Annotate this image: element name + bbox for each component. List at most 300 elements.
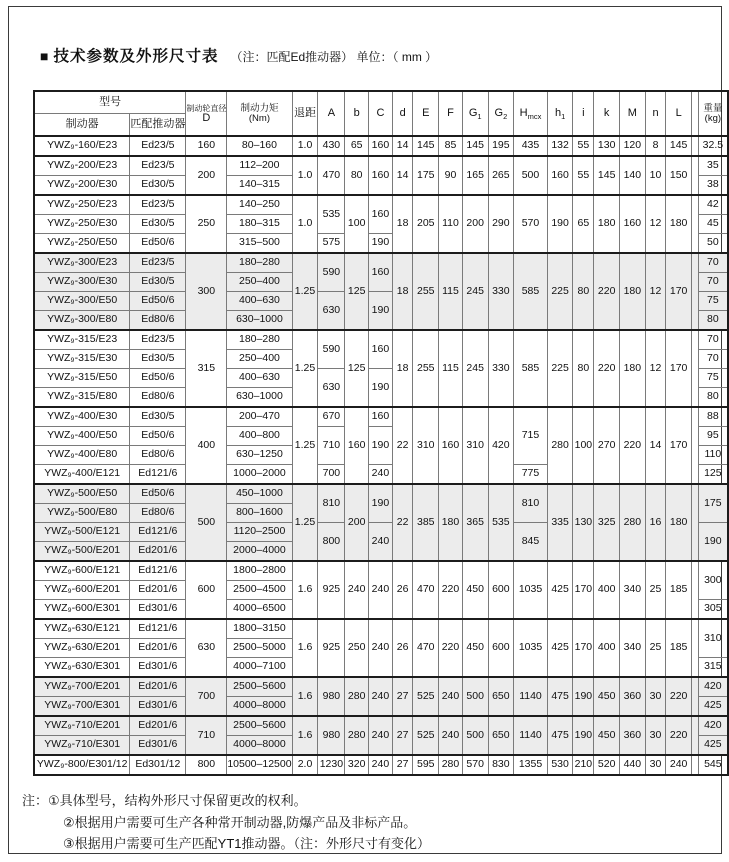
table-cell: Ed301/12 bbox=[130, 755, 186, 775]
table-cell: Ed23/5 bbox=[130, 330, 186, 350]
table-cell: 110 bbox=[439, 195, 463, 253]
table-cell: 2500–5000 bbox=[227, 639, 292, 658]
table-cell: 420 bbox=[698, 716, 728, 736]
table-cell: Ed50/6 bbox=[130, 369, 186, 388]
table-cell: 190 bbox=[573, 716, 594, 755]
table-cell: 590 bbox=[318, 253, 345, 292]
table-cell: 330 bbox=[488, 253, 514, 330]
col-header-dim-f: F bbox=[439, 91, 463, 136]
table-cell: 545 bbox=[698, 755, 728, 775]
table-cell: 280 bbox=[345, 677, 369, 716]
table-cell: 4000–6500 bbox=[227, 600, 292, 620]
table-cell: 160 bbox=[369, 407, 393, 427]
table-cell: 38 bbox=[698, 176, 728, 196]
table-cell: 125 bbox=[698, 465, 728, 485]
table-cell: 220 bbox=[620, 407, 646, 484]
table-cell: 600 bbox=[186, 561, 227, 619]
spacer-cell bbox=[691, 561, 698, 619]
table-cell: 18 bbox=[392, 330, 413, 407]
table-cell: 55 bbox=[573, 156, 594, 195]
spacer-cell bbox=[691, 716, 698, 755]
col-header-dim-g1: $G_1$ bbox=[462, 91, 488, 136]
table-cell: YWZ₉-200/E30 bbox=[34, 176, 130, 196]
table-cell: 145 bbox=[594, 156, 620, 195]
table-cell: 12 bbox=[645, 253, 666, 330]
table-cell: 650 bbox=[488, 677, 514, 716]
table-cell: 8 bbox=[645, 136, 666, 156]
table-cell: 1.25 bbox=[292, 253, 318, 330]
table-cell: 25 bbox=[645, 619, 666, 677]
table-cell: 305 bbox=[698, 600, 728, 620]
table-cell: 160 bbox=[439, 407, 463, 484]
table-cell: 220 bbox=[666, 677, 692, 716]
table-cell: 775 bbox=[514, 465, 548, 485]
table-cell: 220 bbox=[439, 561, 463, 619]
col-header-spacer bbox=[691, 91, 698, 136]
table-cell: 585 bbox=[514, 330, 548, 407]
table-cell: 245 bbox=[462, 253, 488, 330]
table-cell: 980 bbox=[318, 716, 345, 755]
table-cell: 120 bbox=[620, 136, 646, 156]
table-cell: 170 bbox=[573, 619, 594, 677]
table-cell: 425 bbox=[547, 619, 573, 677]
title-row bbox=[40, 44, 729, 66]
table-cell: Ed301/6 bbox=[130, 697, 186, 717]
table-cell: 310 bbox=[698, 619, 728, 658]
table-cell: 980 bbox=[318, 677, 345, 716]
col-header-torque: 制动力矩 (Nm) bbox=[227, 91, 292, 136]
table-cell: 240 bbox=[369, 755, 393, 775]
table-cell: 180 bbox=[666, 195, 692, 253]
table-cell: 130 bbox=[573, 484, 594, 561]
table-cell: 315 bbox=[186, 330, 227, 407]
table-cell: 535 bbox=[318, 195, 345, 234]
table-cell: 310 bbox=[462, 407, 488, 484]
table-cell: 450–1000 bbox=[227, 484, 292, 504]
table-cell: 1800–2800 bbox=[227, 561, 292, 581]
table-cell: 240 bbox=[369, 677, 393, 716]
table-cell: Ed50/6 bbox=[130, 427, 186, 446]
table-cell: YWZ₉-600/E301 bbox=[34, 600, 130, 620]
table-cell: 160 bbox=[186, 136, 227, 156]
table-cell: YWZ₉-600/E121 bbox=[34, 561, 130, 581]
col-header-dim-g2: $G_2$ bbox=[488, 91, 514, 136]
table-cell: 1140 bbox=[514, 716, 548, 755]
table-cell: 1.6 bbox=[292, 677, 318, 716]
table-cell: 100 bbox=[345, 195, 369, 253]
table-cell: 630–1250 bbox=[227, 446, 292, 465]
table-cell: 420 bbox=[698, 677, 728, 697]
col-header-dim-e: E bbox=[413, 91, 439, 136]
table-cell: 450 bbox=[462, 619, 488, 677]
table-cell: 2000–4000 bbox=[227, 542, 292, 562]
table-cell: 570 bbox=[462, 755, 488, 775]
table-cell: Ed301/6 bbox=[130, 736, 186, 756]
table-cell: 130 bbox=[594, 136, 620, 156]
page-title-note: （注：匹配Ed推动器） 单位：（ mm ） bbox=[230, 50, 438, 64]
col-header-dim-i: i bbox=[573, 91, 594, 136]
table-cell: 205 bbox=[413, 195, 439, 253]
table-cell: 595 bbox=[413, 755, 439, 775]
col-header-dim-m: M bbox=[620, 91, 646, 136]
table-cell: 265 bbox=[488, 156, 514, 195]
table-cell: 18 bbox=[392, 195, 413, 253]
table-cell: 70 bbox=[698, 253, 728, 273]
spacer-cell bbox=[691, 484, 698, 561]
table-cell: 200–470 bbox=[227, 407, 292, 427]
spacer-cell bbox=[691, 136, 698, 156]
col-header-retreat: 退距 bbox=[292, 91, 318, 136]
table-cell: 2500–5600 bbox=[227, 716, 292, 736]
spacer-cell bbox=[691, 195, 698, 253]
table-cell: YWZ₉-500/E50 bbox=[34, 484, 130, 504]
table-cell: 925 bbox=[318, 619, 345, 677]
table-cell: 250 bbox=[345, 619, 369, 677]
table-cell: 365 bbox=[462, 484, 488, 561]
table-cell: 300 bbox=[698, 561, 728, 600]
table-cell: YWZ₉-630/E201 bbox=[34, 639, 130, 658]
table-cell: 145 bbox=[462, 136, 488, 156]
table-cell: 315 bbox=[698, 658, 728, 678]
table-cell: 400–630 bbox=[227, 292, 292, 311]
table-cell: 1.25 bbox=[292, 330, 318, 407]
table-cell: 710 bbox=[186, 716, 227, 755]
table-cell: 190 bbox=[573, 677, 594, 716]
table-cell: 810 bbox=[318, 484, 345, 523]
table-cell: 330 bbox=[488, 330, 514, 407]
col-header-thruster: 匹配推动器 bbox=[130, 114, 186, 137]
table-cell: 1.6 bbox=[292, 716, 318, 755]
table-cell: YWZ₉-500/E80 bbox=[34, 504, 130, 523]
table-cell: 112–200 bbox=[227, 156, 292, 176]
table-cell: 360 bbox=[620, 716, 646, 755]
table-cell: 160 bbox=[369, 136, 393, 156]
table-cell: 400 bbox=[186, 407, 227, 484]
table-cell: 925 bbox=[318, 561, 345, 619]
table-cell: 115 bbox=[439, 253, 463, 330]
table-cell: Ed301/6 bbox=[130, 600, 186, 620]
table-row bbox=[34, 136, 728, 156]
table-cell: 1000–2000 bbox=[227, 465, 292, 485]
table-cell: 830 bbox=[488, 755, 514, 775]
table-cell: 190 bbox=[369, 234, 393, 254]
table-cell: YWZ₉-315/E30 bbox=[34, 350, 130, 369]
table-cell: 180 bbox=[666, 484, 692, 561]
table-cell: 45 bbox=[698, 215, 728, 234]
table-cell: 525 bbox=[413, 677, 439, 716]
col-header-dim-l: L bbox=[666, 91, 692, 136]
table-cell: 500 bbox=[462, 716, 488, 755]
table-cell: 125 bbox=[345, 253, 369, 330]
table-cell: 22 bbox=[392, 484, 413, 561]
table-cell: 4000–8000 bbox=[227, 697, 292, 717]
table-cell: 700 bbox=[318, 465, 345, 485]
table-cell: 55 bbox=[573, 136, 594, 156]
table-cell: 630–1000 bbox=[227, 388, 292, 408]
table-cell: 180–280 bbox=[227, 330, 292, 350]
table-cell: YWZ₉-200/E23 bbox=[34, 156, 130, 176]
table-cell: 470 bbox=[413, 619, 439, 677]
table-cell: 50 bbox=[698, 234, 728, 254]
table-cell: 650 bbox=[488, 716, 514, 755]
table-row bbox=[34, 561, 728, 581]
table-cell: Ed30/5 bbox=[130, 407, 186, 427]
table-cell: 190 bbox=[369, 484, 393, 523]
table-cell: 360 bbox=[620, 677, 646, 716]
table-cell: Ed30/5 bbox=[130, 350, 186, 369]
table-cell: 2500–5600 bbox=[227, 677, 292, 697]
spacer-cell bbox=[691, 755, 698, 775]
table-cell: 450 bbox=[594, 677, 620, 716]
notes-line: 注：①具体型号，结构外形尺寸保留更改的权利。 bbox=[22, 793, 307, 808]
table-cell: Ed80/6 bbox=[130, 388, 186, 408]
table-cell: 430 bbox=[318, 136, 345, 156]
table-cell: YWZ₉-500/E201 bbox=[34, 542, 130, 562]
table-cell: 335 bbox=[547, 484, 573, 561]
table-cell: YWZ₉-800/E301/12 bbox=[34, 755, 130, 775]
table-cell: YWZ₉-315/E80 bbox=[34, 388, 130, 408]
table-cell: 225 bbox=[547, 253, 573, 330]
table-cell: 800–1600 bbox=[227, 504, 292, 523]
table-cell: 145 bbox=[666, 136, 692, 156]
table-cell: Ed23/5 bbox=[130, 253, 186, 273]
table-cell: 1120–2500 bbox=[227, 523, 292, 542]
table-cell: 450 bbox=[594, 716, 620, 755]
table-cell: 220 bbox=[594, 253, 620, 330]
table-cell: Ed201/6 bbox=[130, 639, 186, 658]
table-cell: 500 bbox=[514, 156, 548, 195]
table-cell: 340 bbox=[620, 619, 646, 677]
table-cell: 170 bbox=[666, 330, 692, 407]
table-cell: 180 bbox=[620, 253, 646, 330]
table-cell: Ed30/5 bbox=[130, 215, 186, 234]
table-cell: 420 bbox=[488, 407, 514, 484]
table-cell: 570 bbox=[514, 195, 548, 253]
table-cell: YWZ₉-400/E80 bbox=[34, 446, 130, 465]
table-cell: 800 bbox=[318, 523, 345, 562]
table-cell: Ed23/5 bbox=[130, 136, 186, 156]
table-row bbox=[34, 716, 728, 736]
table-cell: 320 bbox=[345, 755, 369, 775]
table-cell: 170 bbox=[573, 561, 594, 619]
table-cell: Ed23/5 bbox=[130, 195, 186, 215]
table-cell: 140–250 bbox=[227, 195, 292, 215]
table-cell: Ed50/6 bbox=[130, 234, 186, 254]
table-cell: 1035 bbox=[514, 619, 548, 677]
table-cell: 27 bbox=[392, 677, 413, 716]
table-cell: 240 bbox=[369, 561, 393, 619]
col-header-dim-hmcx: $H_{mcx}$ bbox=[514, 91, 548, 136]
table-cell: 280 bbox=[620, 484, 646, 561]
table-cell: 200 bbox=[186, 156, 227, 195]
table-cell: 30 bbox=[645, 755, 666, 775]
table-cell: 400–630 bbox=[227, 369, 292, 388]
table-cell: 16 bbox=[645, 484, 666, 561]
table-cell: 425 bbox=[698, 697, 728, 717]
table-cell: YWZ₉-630/E301 bbox=[34, 658, 130, 678]
table-cell: 80 bbox=[698, 311, 728, 331]
table-cell: 240 bbox=[369, 716, 393, 755]
table-cell: 175 bbox=[698, 484, 728, 523]
table-cell: 220 bbox=[439, 619, 463, 677]
table-cell: 315–500 bbox=[227, 234, 292, 254]
table-cell: 255 bbox=[413, 253, 439, 330]
table-cell: YWZ₉-300/E80 bbox=[34, 311, 130, 331]
table-cell: YWZ₉-710/E301 bbox=[34, 736, 130, 756]
table-row bbox=[34, 330, 728, 350]
table-cell: Ed50/6 bbox=[130, 292, 186, 311]
table-cell: 35 bbox=[698, 156, 728, 176]
table-cell: 280 bbox=[345, 716, 369, 755]
table-cell: 12 bbox=[645, 195, 666, 253]
table-cell: 80 bbox=[698, 388, 728, 408]
table-cell: 1035 bbox=[514, 561, 548, 619]
table-cell: 25 bbox=[645, 561, 666, 619]
col-header-dim-b: b bbox=[345, 91, 369, 136]
table-cell: 132 bbox=[547, 136, 573, 156]
table-cell: 4000–7100 bbox=[227, 658, 292, 678]
col-header-weight: 重量 (kg) bbox=[698, 91, 728, 136]
table-cell: 10 bbox=[645, 156, 666, 195]
table-cell: Ed30/5 bbox=[130, 273, 186, 292]
table-cell: 75 bbox=[698, 369, 728, 388]
table-cell: 590 bbox=[318, 330, 345, 369]
table-cell: 470 bbox=[318, 156, 345, 195]
table-cell: 70 bbox=[698, 273, 728, 292]
table-cell: 90 bbox=[439, 156, 463, 195]
table-cell: 1.0 bbox=[292, 156, 318, 195]
col-header-brake: 制动器 bbox=[34, 114, 130, 137]
table-cell: 1140 bbox=[514, 677, 548, 716]
section-marker-icon: ■ bbox=[40, 48, 49, 64]
table-cell: 14 bbox=[392, 156, 413, 195]
table-cell: 30 bbox=[645, 716, 666, 755]
table-cell: 4000–8000 bbox=[227, 736, 292, 756]
table-cell: 80–160 bbox=[227, 136, 292, 156]
table-cell: 80 bbox=[573, 253, 594, 330]
table-cell: 270 bbox=[594, 407, 620, 484]
table-cell: 240 bbox=[666, 755, 692, 775]
table-cell: 535 bbox=[488, 484, 514, 561]
table-row bbox=[34, 195, 728, 215]
notes-line: ②根据用户需要可生产各种常开制动器,防爆产品及非标产品。 bbox=[63, 814, 417, 830]
table-cell: 220 bbox=[594, 330, 620, 407]
col-header-model-group: 型号 bbox=[34, 91, 186, 114]
table-cell: 175 bbox=[413, 156, 439, 195]
table-cell: 715 bbox=[514, 407, 548, 465]
table-cell: 450 bbox=[462, 561, 488, 619]
table-cell: 250–400 bbox=[227, 273, 292, 292]
table-cell: 240 bbox=[439, 677, 463, 716]
table-cell: 18 bbox=[392, 253, 413, 330]
table-cell: 245 bbox=[462, 330, 488, 407]
table-cell: 85 bbox=[439, 136, 463, 156]
table-cell: 210 bbox=[573, 755, 594, 775]
table-cell: 340 bbox=[620, 561, 646, 619]
table-cell: Ed30/5 bbox=[130, 176, 186, 196]
table-cell: Ed201/6 bbox=[130, 542, 186, 562]
table-cell: YWZ₉-400/E121 bbox=[34, 465, 130, 485]
table-cell: 180 bbox=[594, 195, 620, 253]
table-cell: 185 bbox=[666, 561, 692, 619]
table-cell: 400–800 bbox=[227, 427, 292, 446]
table-cell: YWZ₉-315/E23 bbox=[34, 330, 130, 350]
table-cell: 240 bbox=[369, 465, 393, 485]
table-cell: 2.0 bbox=[292, 755, 318, 775]
table-cell: 280 bbox=[439, 755, 463, 775]
spacer-cell bbox=[691, 407, 698, 484]
table-cell: 26 bbox=[392, 561, 413, 619]
table-cell: 200 bbox=[462, 195, 488, 253]
table-cell: 125 bbox=[345, 330, 369, 407]
table-cell: 80 bbox=[345, 156, 369, 195]
table-cell: 170 bbox=[666, 253, 692, 330]
table-cell: 400 bbox=[594, 561, 620, 619]
table-cell: 630 bbox=[186, 619, 227, 677]
table-cell: Ed121/6 bbox=[130, 523, 186, 542]
spacer-cell bbox=[691, 677, 698, 716]
table-cell: 1355 bbox=[514, 755, 548, 775]
table-cell: Ed201/6 bbox=[130, 581, 186, 600]
table-cell: 160 bbox=[369, 253, 393, 292]
table-cell: 1.0 bbox=[292, 136, 318, 156]
table-cell: 1.6 bbox=[292, 561, 318, 619]
table-row bbox=[34, 407, 728, 427]
table-cell: YWZ₉-250/E30 bbox=[34, 215, 130, 234]
table-cell: 190 bbox=[547, 195, 573, 253]
table-cell: 160 bbox=[620, 195, 646, 253]
table-cell: 27 bbox=[392, 716, 413, 755]
table-cell: 14 bbox=[645, 407, 666, 484]
table-cell: 425 bbox=[698, 736, 728, 756]
table-cell: 42 bbox=[698, 195, 728, 215]
table-cell: 520 bbox=[594, 755, 620, 775]
table-cell: Ed201/6 bbox=[130, 677, 186, 697]
table-row bbox=[34, 484, 728, 504]
table-cell: 140 bbox=[620, 156, 646, 195]
table-cell: 32.5 bbox=[698, 136, 728, 156]
table-cell: 1.25 bbox=[292, 484, 318, 561]
table-cell: 575 bbox=[318, 234, 345, 254]
col-header-diameter: 制动轮直径 D bbox=[186, 91, 227, 136]
table-cell: 810 bbox=[514, 484, 548, 523]
table-cell: 585 bbox=[514, 253, 548, 330]
table-cell: Ed121/6 bbox=[130, 561, 186, 581]
table-cell: YWZ₉-710/E201 bbox=[34, 716, 130, 736]
table-row bbox=[34, 619, 728, 639]
table-cell: YWZ₉-400/E50 bbox=[34, 427, 130, 446]
table-cell: 500 bbox=[186, 484, 227, 561]
table-cell: 845 bbox=[514, 523, 548, 562]
table-cell: 185 bbox=[666, 619, 692, 677]
table-cell: 600 bbox=[488, 561, 514, 619]
col-header-dim-n: n bbox=[645, 91, 666, 136]
table-cell: 440 bbox=[620, 755, 646, 775]
table-cell: YWZ₉-300/E23 bbox=[34, 253, 130, 273]
table-cell: 250 bbox=[186, 195, 227, 253]
table-cell: 70 bbox=[698, 350, 728, 369]
table-cell: 500 bbox=[462, 677, 488, 716]
table-cell: 180–280 bbox=[227, 253, 292, 273]
table-cell: 425 bbox=[547, 561, 573, 619]
table-cell: 22 bbox=[392, 407, 413, 484]
table-cell: 280 bbox=[547, 407, 573, 484]
table-cell: 14 bbox=[392, 136, 413, 156]
table-cell: 80 bbox=[573, 330, 594, 407]
table-cell: 180–315 bbox=[227, 215, 292, 234]
table-cell: YWZ₉-600/E201 bbox=[34, 581, 130, 600]
table-cell: 325 bbox=[594, 484, 620, 561]
